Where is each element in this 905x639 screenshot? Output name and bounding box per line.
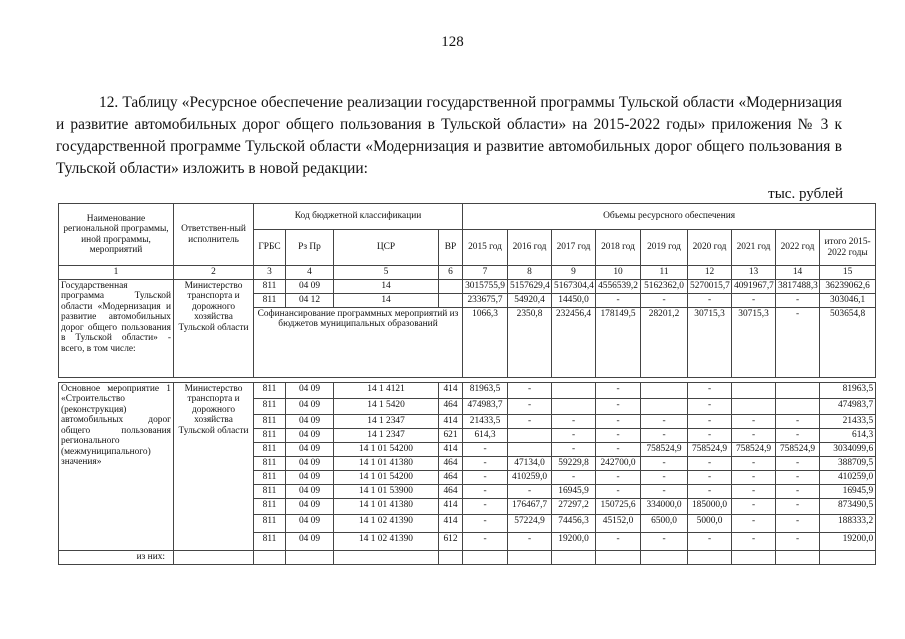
grbs-cell: 811	[254, 514, 286, 532]
value-cell: -	[688, 382, 732, 398]
empty-cell	[439, 550, 463, 564]
value-cell: -	[688, 398, 732, 414]
value-cell: 59229,8	[552, 456, 596, 470]
value-cell: -	[463, 514, 508, 532]
value-cell: 21433,5	[820, 414, 876, 428]
value-cell: -	[463, 484, 508, 498]
value-cell: -	[463, 498, 508, 514]
value-cell: 5157629,4	[508, 279, 552, 293]
value-cell: -	[688, 428, 732, 442]
program-row	[59, 279, 876, 293]
empty-cell	[552, 550, 596, 564]
header-year: 2015 год	[463, 230, 508, 266]
cofinancing-label: Софинансирование программных мероприятий из бюджетов муниципальных образований	[254, 307, 463, 377]
value-cell: 47134,0	[508, 456, 552, 470]
empty-cell	[174, 550, 254, 564]
value-cell: -	[776, 532, 820, 550]
value-cell: -	[732, 484, 776, 498]
value-cell: 3817488,3	[776, 279, 820, 293]
value-cell: -	[596, 484, 641, 498]
header-grbs: ГРБС	[254, 230, 286, 266]
value-cell: 758524,9	[688, 442, 732, 456]
value-cell: 5162362,0	[641, 279, 688, 293]
value-cell: 81963,5	[463, 382, 508, 398]
value-cell	[641, 382, 688, 398]
column-number: 10	[596, 266, 641, 280]
csr-cell: 14 1 01 41380	[334, 456, 439, 470]
grbs-cell: 811	[254, 279, 286, 293]
csr-cell: 14	[334, 279, 439, 293]
event-name: Основное мероприятие 1 «Строительство (реконструкция) автомобильных дорог общего пользования регионального (межмуниципального) значения»	[59, 382, 174, 550]
header-year: 2017 год	[552, 230, 596, 266]
value-cell: -	[776, 307, 820, 377]
value-cell	[732, 382, 776, 398]
value-cell: 30715,3	[688, 307, 732, 377]
value-cell: 3015755,9	[463, 279, 508, 293]
value-cell: 150725,6	[596, 498, 641, 514]
event-row	[59, 382, 876, 398]
header-csr: ЦСР	[334, 230, 439, 266]
grbs-cell: 811	[254, 398, 286, 414]
intro-paragraph	[56, 92, 842, 180]
csr-cell: 14 1 02 41390	[334, 514, 439, 532]
value-cell: 232456,4	[552, 307, 596, 377]
value-cell: -	[596, 442, 641, 456]
header-row	[59, 204, 876, 230]
event-executor: Министерство транспорта и дорожного хозяйства Тульской области	[174, 382, 254, 550]
rzpr-cell: 04 09	[286, 279, 334, 293]
resource-table	[58, 203, 876, 565]
rzpr-cell: 04 09	[286, 498, 334, 514]
value-cell: -	[463, 442, 508, 456]
value-cell: -	[776, 456, 820, 470]
vr-cell: 414	[439, 382, 463, 398]
header-budget-code: Код бюджетной классификации	[254, 204, 463, 230]
value-cell: -	[596, 470, 641, 484]
empty-cell	[820, 550, 876, 564]
value-cell: -	[596, 428, 641, 442]
value-cell: 30715,3	[732, 307, 776, 377]
value-cell: 28201,2	[641, 307, 688, 377]
empty-cell	[334, 550, 439, 564]
value-cell: -	[641, 428, 688, 442]
value-cell: -	[776, 428, 820, 442]
rzpr-cell: 04 09	[286, 470, 334, 484]
value-cell: 1066,3	[463, 307, 508, 377]
value-cell	[776, 398, 820, 414]
value-cell: -	[508, 414, 552, 428]
vr-cell: 464	[439, 456, 463, 470]
csr-cell: 14 1 01 54200	[334, 470, 439, 484]
vr-cell: 414	[439, 498, 463, 514]
value-cell: 6500,0	[641, 514, 688, 532]
value-cell: 54920,4	[508, 293, 552, 307]
vr-cell	[439, 293, 463, 307]
rzpr-cell: 04 09	[286, 514, 334, 532]
column-number: 4	[286, 266, 334, 280]
value-cell: -	[688, 532, 732, 550]
value-cell: -	[596, 382, 641, 398]
csr-cell: 14 1 01 53900	[334, 484, 439, 498]
value-cell: -	[776, 498, 820, 514]
vr-cell: 414	[439, 514, 463, 532]
header-year: 2021 год	[732, 230, 776, 266]
value-cell: -	[508, 382, 552, 398]
value-cell: 176467,7	[508, 498, 552, 514]
csr-cell: 14 1 2347	[334, 414, 439, 428]
empty-cell	[596, 550, 641, 564]
grbs-cell: 811	[254, 470, 286, 484]
value-cell: 3034099,6	[820, 442, 876, 456]
value-cell: -	[732, 456, 776, 470]
value-cell	[508, 442, 552, 456]
value-cell	[552, 398, 596, 414]
header-name: Наименование региональной программы, иной программы, мероприятий	[59, 204, 174, 266]
value-cell: 410259,0	[508, 470, 552, 484]
column-number: 8	[508, 266, 552, 280]
column-number: 3	[254, 266, 286, 280]
value-cell: 758524,9	[732, 442, 776, 456]
value-cell: -	[732, 498, 776, 514]
value-cell: 21433,5	[463, 414, 508, 428]
header-year: итого 2015-2022 годы	[820, 230, 876, 266]
value-cell: 334000,0	[641, 498, 688, 514]
header-rzpr: Рз Пр	[286, 230, 334, 266]
empty-cell	[463, 550, 508, 564]
value-cell	[552, 382, 596, 398]
grbs-cell: 811	[254, 456, 286, 470]
value-cell: 5167304,4	[552, 279, 596, 293]
csr-cell: 14 1 01 54200	[334, 442, 439, 456]
vr-cell: 621	[439, 428, 463, 442]
value-cell: 5270015,7	[688, 279, 732, 293]
rzpr-cell: 04 09	[286, 382, 334, 398]
csr-cell: 14 1 01 41380	[334, 498, 439, 514]
value-cell: 758524,9	[641, 442, 688, 456]
value-cell: 242700,0	[596, 456, 641, 470]
empty-cell	[732, 550, 776, 564]
value-cell: 758524,9	[776, 442, 820, 456]
value-cell: -	[732, 414, 776, 428]
csr-cell: 14 1 02 41390	[334, 532, 439, 550]
rzpr-cell: 04 09	[286, 532, 334, 550]
units-label: тыс. рублей	[768, 186, 843, 202]
value-cell: -	[463, 470, 508, 484]
vr-cell: 414	[439, 442, 463, 456]
column-number: 15	[820, 266, 876, 280]
value-cell: 873490,5	[820, 498, 876, 514]
value-cell: -	[776, 470, 820, 484]
grbs-cell: 811	[254, 532, 286, 550]
rzpr-cell: 04 09	[286, 428, 334, 442]
csr-cell: 14	[334, 293, 439, 307]
value-cell: -	[552, 470, 596, 484]
header-year: 2018 год	[596, 230, 641, 266]
vr-cell: 464	[439, 470, 463, 484]
program-executor: Министерство транспорта и дорожного хозяйства Тульской области	[174, 279, 254, 377]
value-cell: 4556539,2	[596, 279, 641, 293]
value-cell: 36239062,6	[820, 279, 876, 293]
value-cell: 614,3	[463, 428, 508, 442]
value-cell: -	[776, 293, 820, 307]
value-cell: 5000,0	[688, 514, 732, 532]
value-cell	[732, 398, 776, 414]
program-name: Государственная программа Тульской области «Модернизация и развитие автомобильных дорог общего пользования в Тульской области» - всего, в том числе:	[59, 279, 174, 377]
value-cell: 185000,0	[688, 498, 732, 514]
vr-cell: 414	[439, 414, 463, 428]
value-cell: -	[732, 514, 776, 532]
value-cell: 81963,5	[820, 382, 876, 398]
value-cell: -	[463, 532, 508, 550]
value-cell: -	[596, 532, 641, 550]
value-cell: 474983,7	[463, 398, 508, 414]
csr-cell: 14 1 2347	[334, 428, 439, 442]
grbs-cell: 811	[254, 414, 286, 428]
value-cell: 614,3	[820, 428, 876, 442]
value-cell: -	[641, 414, 688, 428]
header-year: 2016 год	[508, 230, 552, 266]
value-cell: -	[776, 484, 820, 498]
empty-cell	[254, 550, 286, 564]
value-cell: 14450,0	[552, 293, 596, 307]
column-number: 13	[732, 266, 776, 280]
value-cell: -	[641, 532, 688, 550]
value-cell: 188333,2	[820, 514, 876, 532]
value-cell: -	[688, 484, 732, 498]
grbs-cell: 811	[254, 498, 286, 514]
intro-text: 12. Таблицу «Ресурсное обеспечение реализации государственной программы Тульской области «Модернизация и развитие автомобильных дорог общего пользования в Тульской области» на 2015-2022 годы» приложения № 3 к государственной программе Тульской области «Модернизация и развитие автомобильных дорог общего пользования в Тульской области» изложить в новой редакции:	[56, 94, 842, 177]
value-cell: -	[508, 398, 552, 414]
value-cell: -	[688, 456, 732, 470]
column-number: 11	[641, 266, 688, 280]
value-cell: -	[463, 456, 508, 470]
header-year: 2020 год	[688, 230, 732, 266]
value-cell: -	[641, 456, 688, 470]
value-cell: 303046,1	[820, 293, 876, 307]
value-cell: 19200,0	[552, 532, 596, 550]
grbs-cell: 811	[254, 484, 286, 498]
value-cell: 503654,8	[820, 307, 876, 377]
value-cell: 57224,9	[508, 514, 552, 532]
value-cell: -	[688, 293, 732, 307]
column-number: 5	[334, 266, 439, 280]
value-cell: 16945,9	[820, 484, 876, 498]
of-them-label: из них:	[59, 550, 174, 564]
value-cell: -	[641, 470, 688, 484]
column-number: 12	[688, 266, 732, 280]
csr-cell: 14 1 5420	[334, 398, 439, 414]
value-cell: 45152,0	[596, 514, 641, 532]
value-cell: -	[776, 514, 820, 532]
column-numbers-row	[59, 266, 876, 280]
header-volumes: Объемы ресурсного обеспечения	[463, 204, 876, 230]
header-executor: Ответствен-ный исполнитель	[174, 204, 254, 266]
value-cell: -	[732, 532, 776, 550]
header-vr: ВР	[439, 230, 463, 266]
value-cell: 233675,7	[463, 293, 508, 307]
value-cell: -	[732, 470, 776, 484]
value-cell: -	[732, 293, 776, 307]
rzpr-cell: 04 12	[286, 293, 334, 307]
value-cell: 2350,8	[508, 307, 552, 377]
value-cell: -	[552, 442, 596, 456]
column-number: 7	[463, 266, 508, 280]
value-cell: -	[641, 293, 688, 307]
empty-cell	[641, 550, 688, 564]
value-cell: 388709,5	[820, 456, 876, 470]
value-cell: -	[552, 428, 596, 442]
column-number: 14	[776, 266, 820, 280]
value-cell: -	[688, 414, 732, 428]
grbs-cell: 811	[254, 293, 286, 307]
value-cell: 4091967,7	[732, 279, 776, 293]
value-cell: -	[508, 484, 552, 498]
value-cell	[776, 382, 820, 398]
column-number: 1	[59, 266, 174, 280]
value-cell: -	[641, 484, 688, 498]
vr-cell: 464	[439, 484, 463, 498]
value-cell: -	[596, 398, 641, 414]
value-cell: 27297,2	[552, 498, 596, 514]
page-number: 128	[441, 34, 464, 50]
column-number: 6	[439, 266, 463, 280]
value-cell: 474983,7	[820, 398, 876, 414]
rzpr-cell: 04 09	[286, 442, 334, 456]
grbs-cell: 811	[254, 428, 286, 442]
empty-cell	[688, 550, 732, 564]
value-cell: 19200,0	[820, 532, 876, 550]
column-number: 9	[552, 266, 596, 280]
value-cell	[508, 428, 552, 442]
grbs-cell: 811	[254, 382, 286, 398]
value-cell: -	[596, 414, 641, 428]
vr-cell	[439, 279, 463, 293]
header-year: 2019 год	[641, 230, 688, 266]
empty-cell	[776, 550, 820, 564]
csr-cell: 14 1 4121	[334, 382, 439, 398]
value-cell: 16945,9	[552, 484, 596, 498]
grbs-cell: 811	[254, 442, 286, 456]
vr-cell: 464	[439, 398, 463, 414]
column-number: 2	[174, 266, 254, 280]
value-cell: 178149,5	[596, 307, 641, 377]
rzpr-cell: 04 09	[286, 484, 334, 498]
rzpr-cell: 04 09	[286, 398, 334, 414]
empty-cell	[286, 550, 334, 564]
rzpr-cell: 04 09	[286, 456, 334, 470]
rzpr-cell: 04 09	[286, 414, 334, 428]
value-cell: -	[596, 293, 641, 307]
value-cell: -	[552, 414, 596, 428]
value-cell: -	[732, 428, 776, 442]
of-them-row	[59, 550, 876, 564]
value-cell: 74456,3	[552, 514, 596, 532]
value-cell	[641, 398, 688, 414]
value-cell: -	[508, 532, 552, 550]
vr-cell: 612	[439, 532, 463, 550]
value-cell: 410259,0	[820, 470, 876, 484]
value-cell: -	[688, 470, 732, 484]
empty-cell	[508, 550, 552, 564]
header-year: 2022 год	[776, 230, 820, 266]
value-cell: -	[776, 414, 820, 428]
